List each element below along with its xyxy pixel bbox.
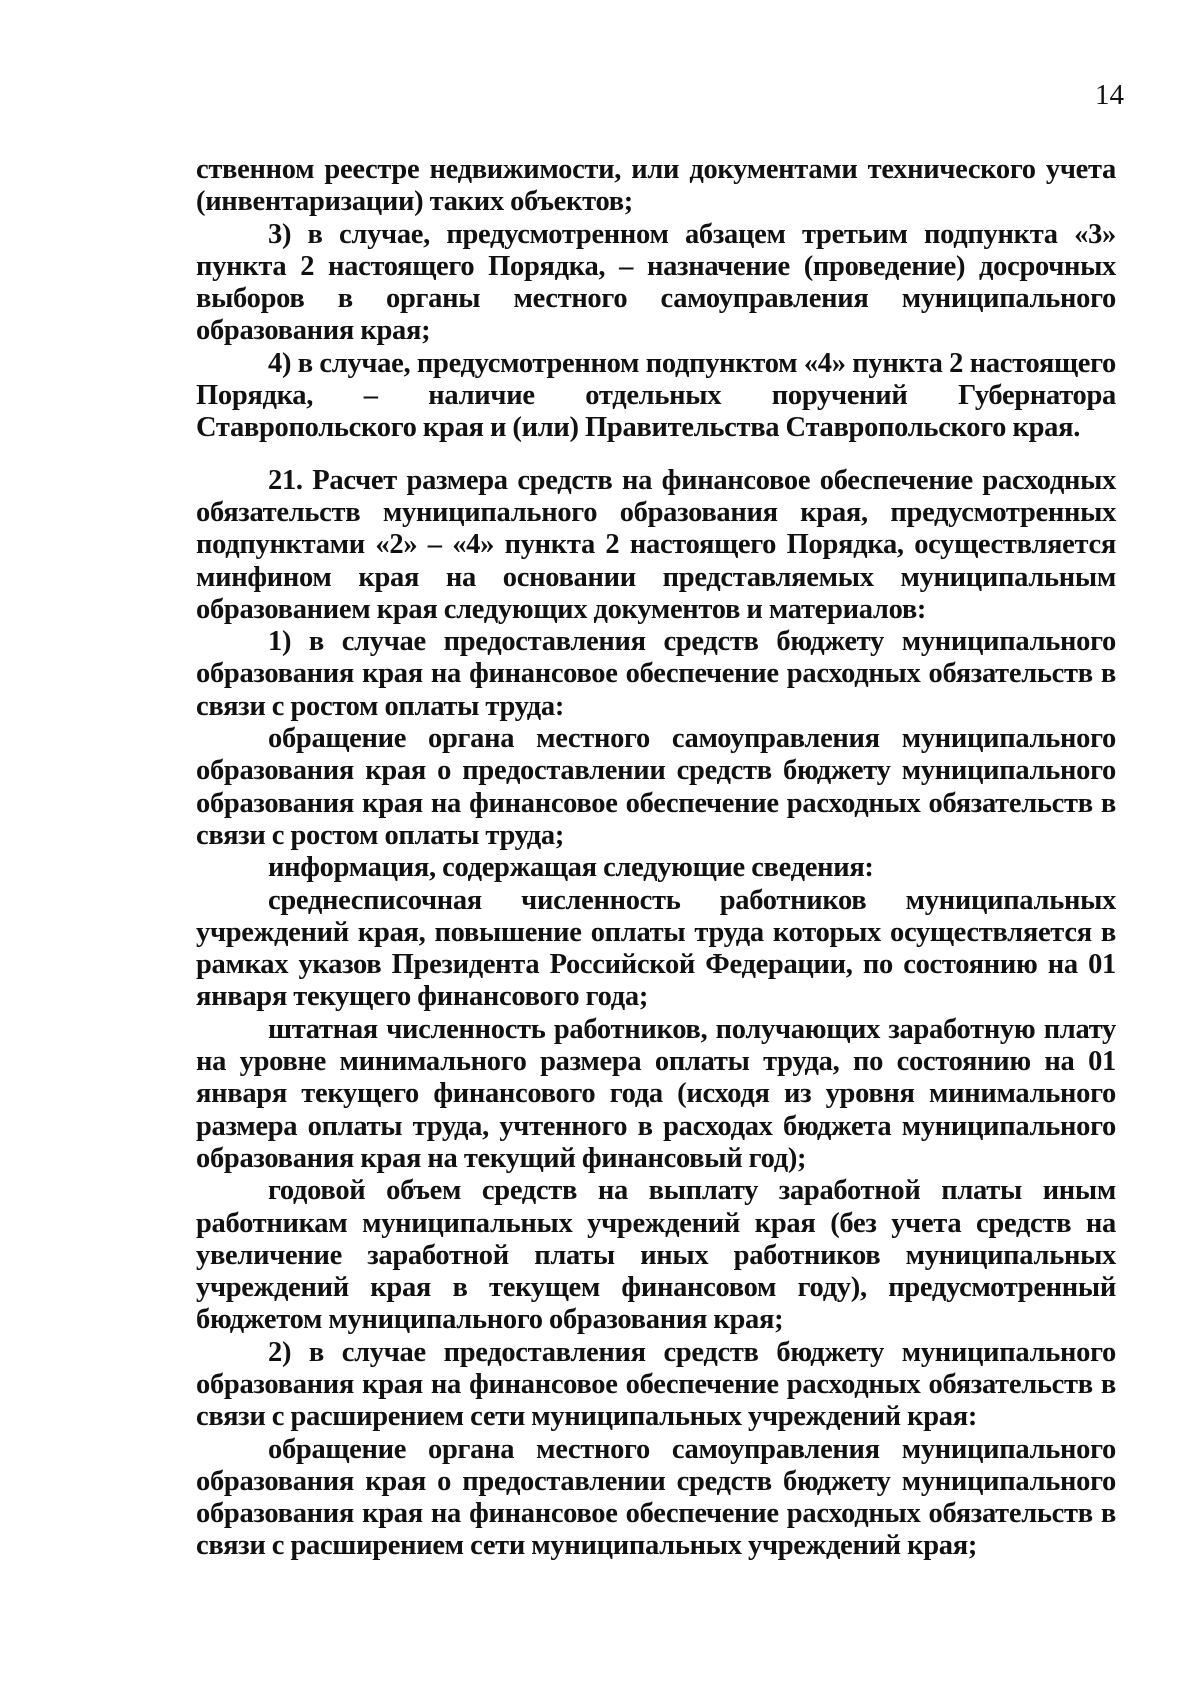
paragraph-average-headcount: среднесписочная численность работников муниципальных учреждений края, повышение оплаты труда которых осуществляется в рамках указов Президента Российской Федерации, по состоянию на 01 января текущего финансового года; bbox=[196, 884, 1116, 1013]
paragraph-request-1: обращение органа местного самоуправления муниципального образования края о предоставлении средств бюджету муниципального образования края на финансовое обеспечение расходных обязательств в связи с ростом оплаты труда; bbox=[196, 723, 1116, 851]
section-gap bbox=[196, 445, 1116, 465]
paragraph-request-2: обращение органа местного самоуправления муниципального образования края о предоставлении средств бюджету муниципального образования края на финансовое обеспечение расходных обязательств в связи с расширением сети муниципальных учреждений края; bbox=[196, 1433, 1116, 1562]
paragraph-item-3: 3) в случае, предусмотренном абзацем третьим подпункта «3» пункта 2 настоящего Порядка, – назначение (проведение) досрочных выборов в органы местного самоуправления муниципального образования края; bbox=[196, 218, 1116, 347]
paragraph-staff-headcount: штатная численность работников, получающих заработную плату на уровне минимального размера оплаты труда, по состоянию на 01 января текущего финансового года (исходя из уровня минимального размера оплаты труда, учтенного в расходах бюджета муниципального образования края на текущий финансовый год); bbox=[196, 1013, 1116, 1174]
document-body bbox=[196, 154, 1116, 1563]
paragraph-section-21: 21. Расчет размера средств на финансовое обеспечение расходных обязательств муниципального образования края, предусмотренных подпунктами «2» – «4» пункта 2 настоящего Порядка, осуществляется минфином края на основании представляемых муниципальным образованием края следующих документов и материалов: bbox=[196, 464, 1116, 625]
page-number: 14 bbox=[1095, 79, 1124, 111]
paragraph-annual-volume: годовой объем средств на выплату заработной платы иным работникам муниципальных учреждений края (без учета средств на увеличение заработной платы иных работников муниципальных учреждений края в текущем финансовом году), предусмотренный бюджетом муниципального образования края; bbox=[196, 1175, 1116, 1336]
paragraph-item-4: 4) в случае, предусмотренном подпунктом «4» пункта 2 настоящего Порядка, – наличие отдельных поручений Губернатора Ставропольского края и (или) Правительства Ставропольского края. bbox=[196, 347, 1116, 444]
paragraph-subitem-2: 2) в случае предоставления средств бюджету муниципального образования края на финансовое обеспечение расходных обязательств в связи с расширением сети муниципальных учреждений края: bbox=[196, 1336, 1116, 1433]
paragraph-info-heading: информация, содержащая следующие сведения: bbox=[268, 852, 874, 884]
paragraph-continuation: ственном реестре недвижимости, или документами технического учета (инвентаризации) таких объектов; bbox=[196, 154, 1116, 218]
paragraph-subitem-1: 1) в случае предоставления средств бюджету муниципального образования края на финансовое обеспечение расходных обязательств в связи с ростом оплаты труда: bbox=[196, 626, 1116, 722]
